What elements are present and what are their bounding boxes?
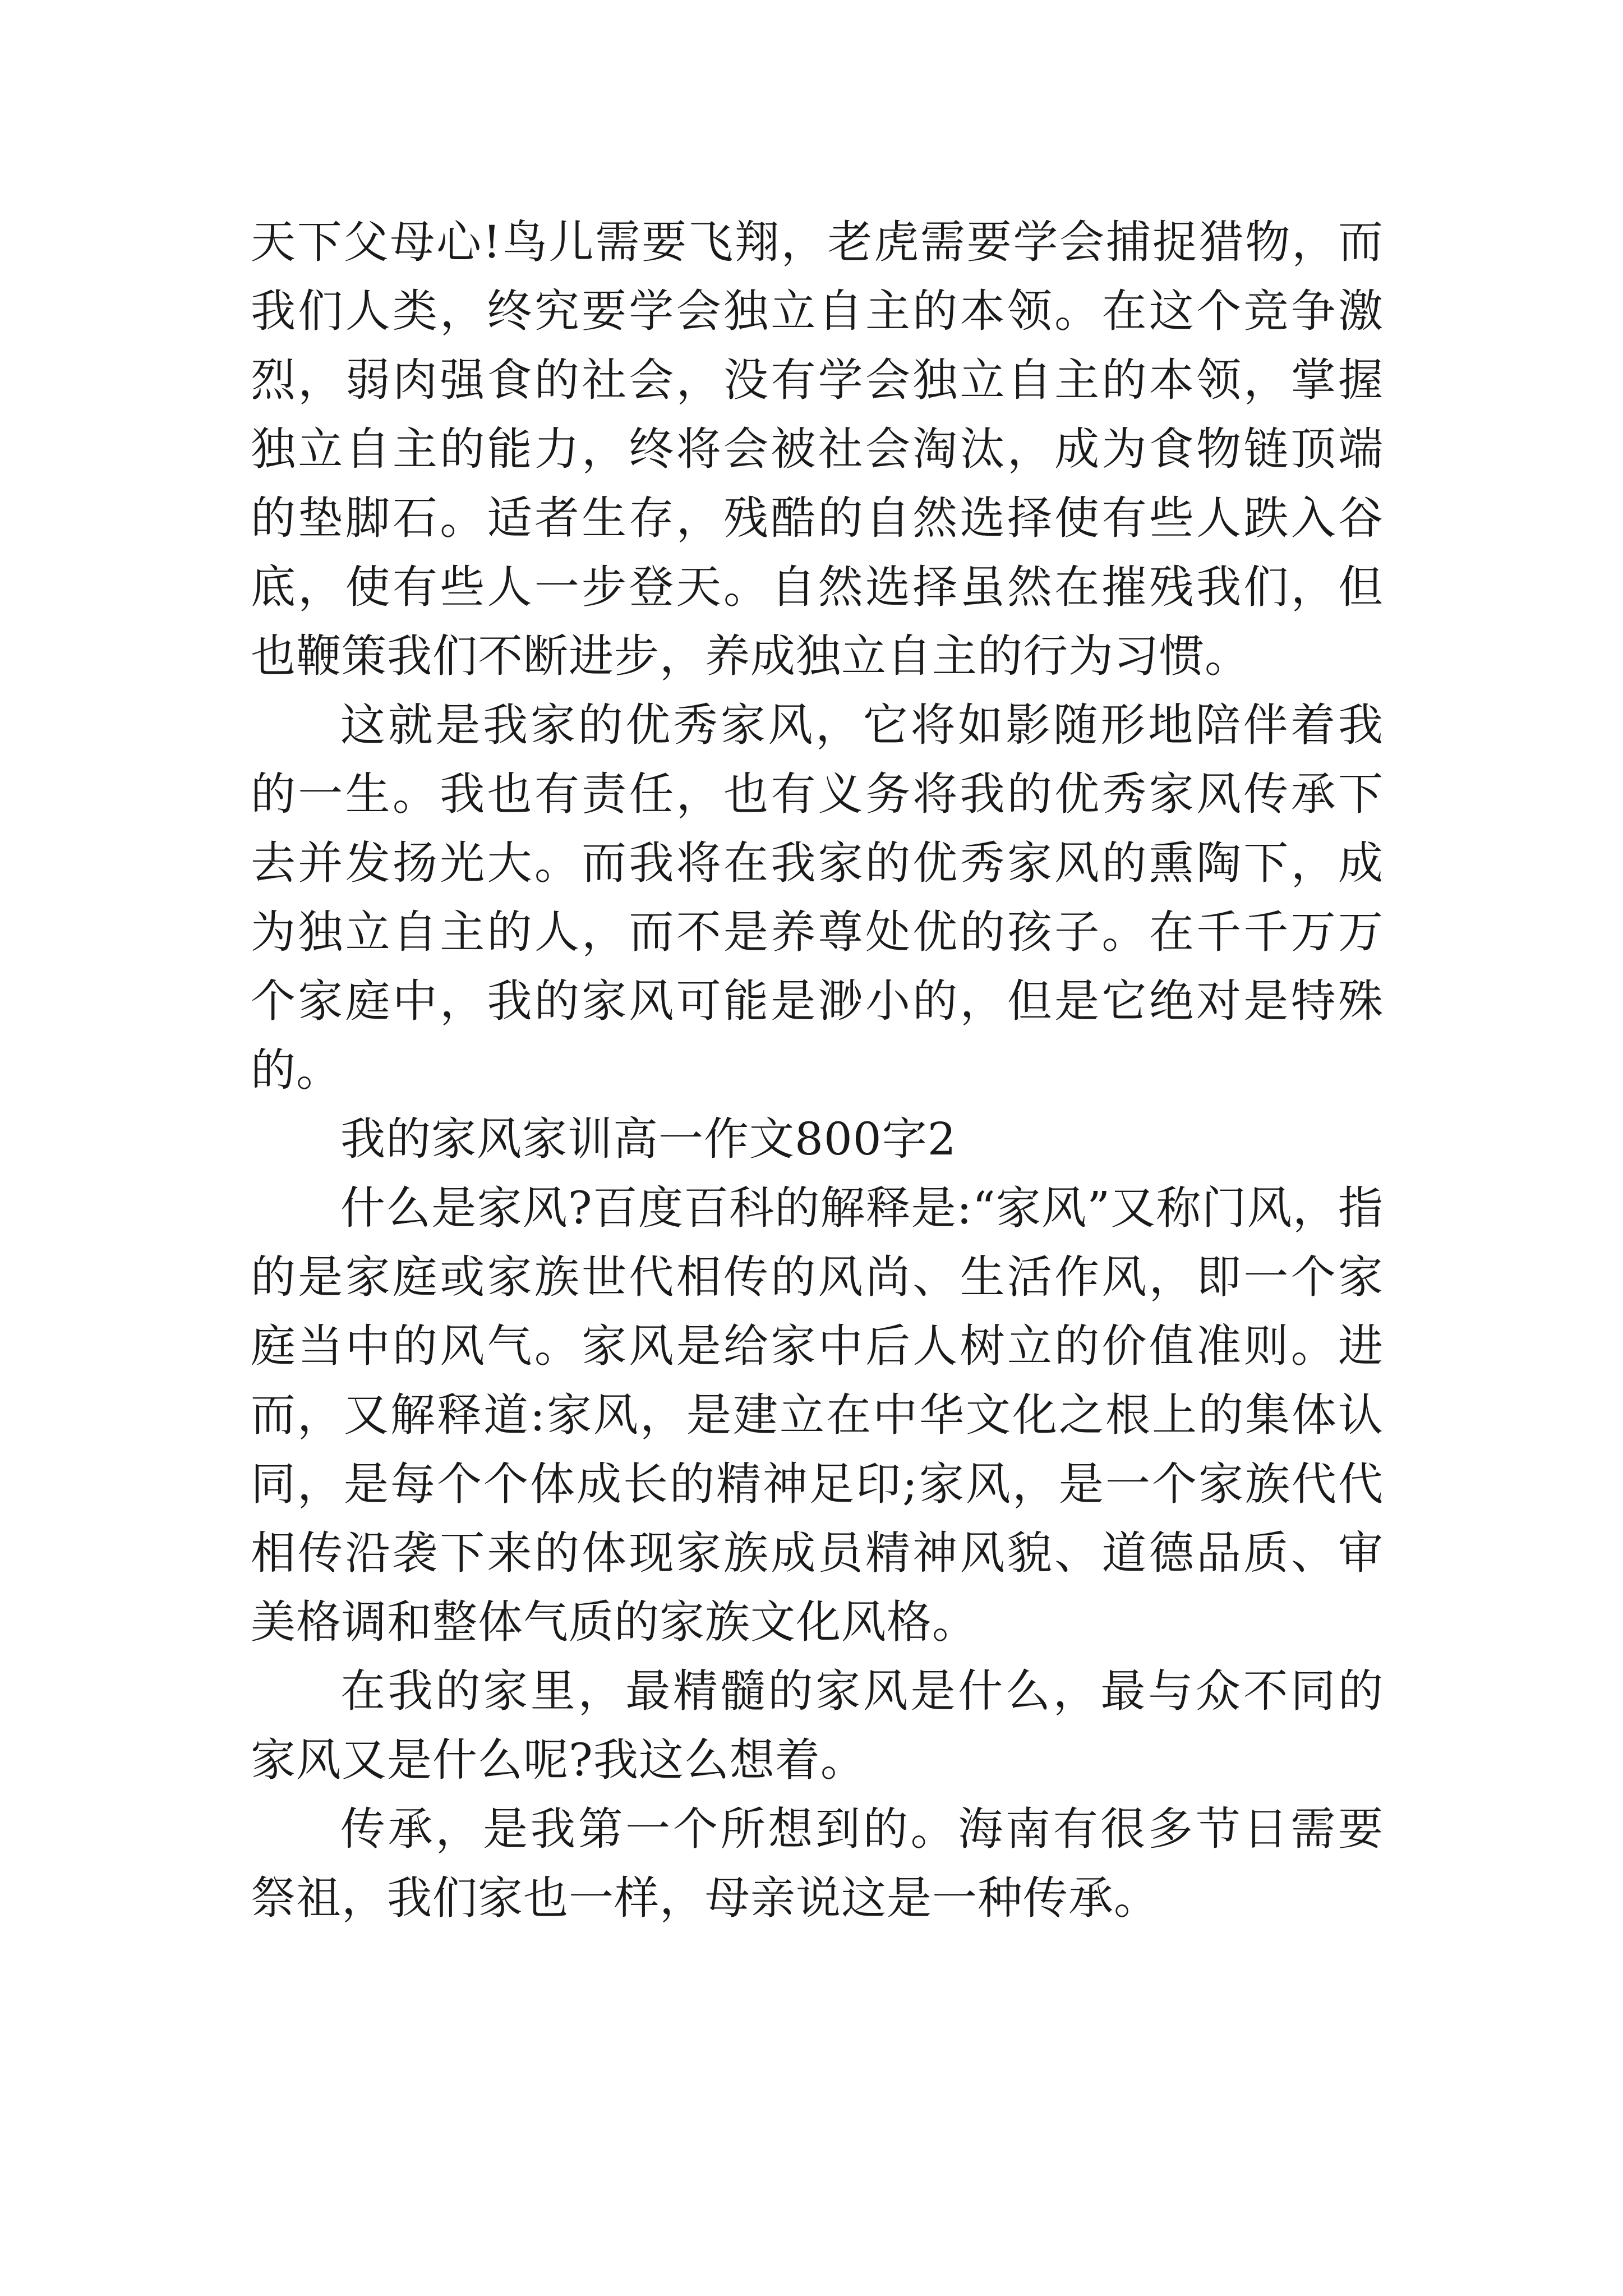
essay-heading: 我的家风家训高一作文800字2 — [340, 1113, 957, 1165]
paragraph-family-tradition: 这就是我家的优秀家风，它将如影随形地陪伴着我的一生。我也有责任，也有义务将我的优秀家风传承下去并发扬光大。而我将在我家的优秀家风的熏陶下，成为独立自主的人，而不是养尊处优的孩子。在千千万万个家庭中，我的家风可能是渺小的，但是它绝对是特殊的。 — [251, 699, 1384, 1096]
paragraph-continuation: 天下父母心!鸟儿需要飞翔，老虎需要学会捕捉猎物，而我们人类，终究要学会独立自主的本领。在这个竞争激烈，弱肉强食的社会，没有学会独立自主的本领，掌握独立自主的能力，终将会被社会淘汰，成为食物链顶端的垫脚石。适者生存，残酷的自然选择使有些人跌入谷底，使有些人一步登天。自然选择虽然在摧残我们，但也鞭策我们不断进步，养成独立自主的行为习惯。 — [251, 216, 1384, 682]
paragraph-definition: 什么是家风?百度百科的解释是:“家风”又称门风，指的是家庭或家族世代相传的风尚、生活作风，即一个家庭当中的风气。家风是给家中后人树立的价值准则。进而，又解释道:家风，是建立在中华文化之根上的集体认同，是每个个体成长的精神足印;家风，是一个家族代代相传沿袭下来的体现家族成员精神风貌、道德品质、审美格调和整体气质的家族文化风格。 — [251, 1182, 1384, 1648]
paragraph-question: 在我的家里，最精髓的家风是什么，最与众不同的家风又是什么呢?我这么想着。 — [251, 1665, 1384, 1786]
document-body — [251, 208, 1384, 1932]
paragraph-inheritance: 传承，是我第一个所想到的。海南有很多节日需要祭祖，我们家也一样，母亲说这是一种传承。 — [251, 1803, 1384, 1924]
